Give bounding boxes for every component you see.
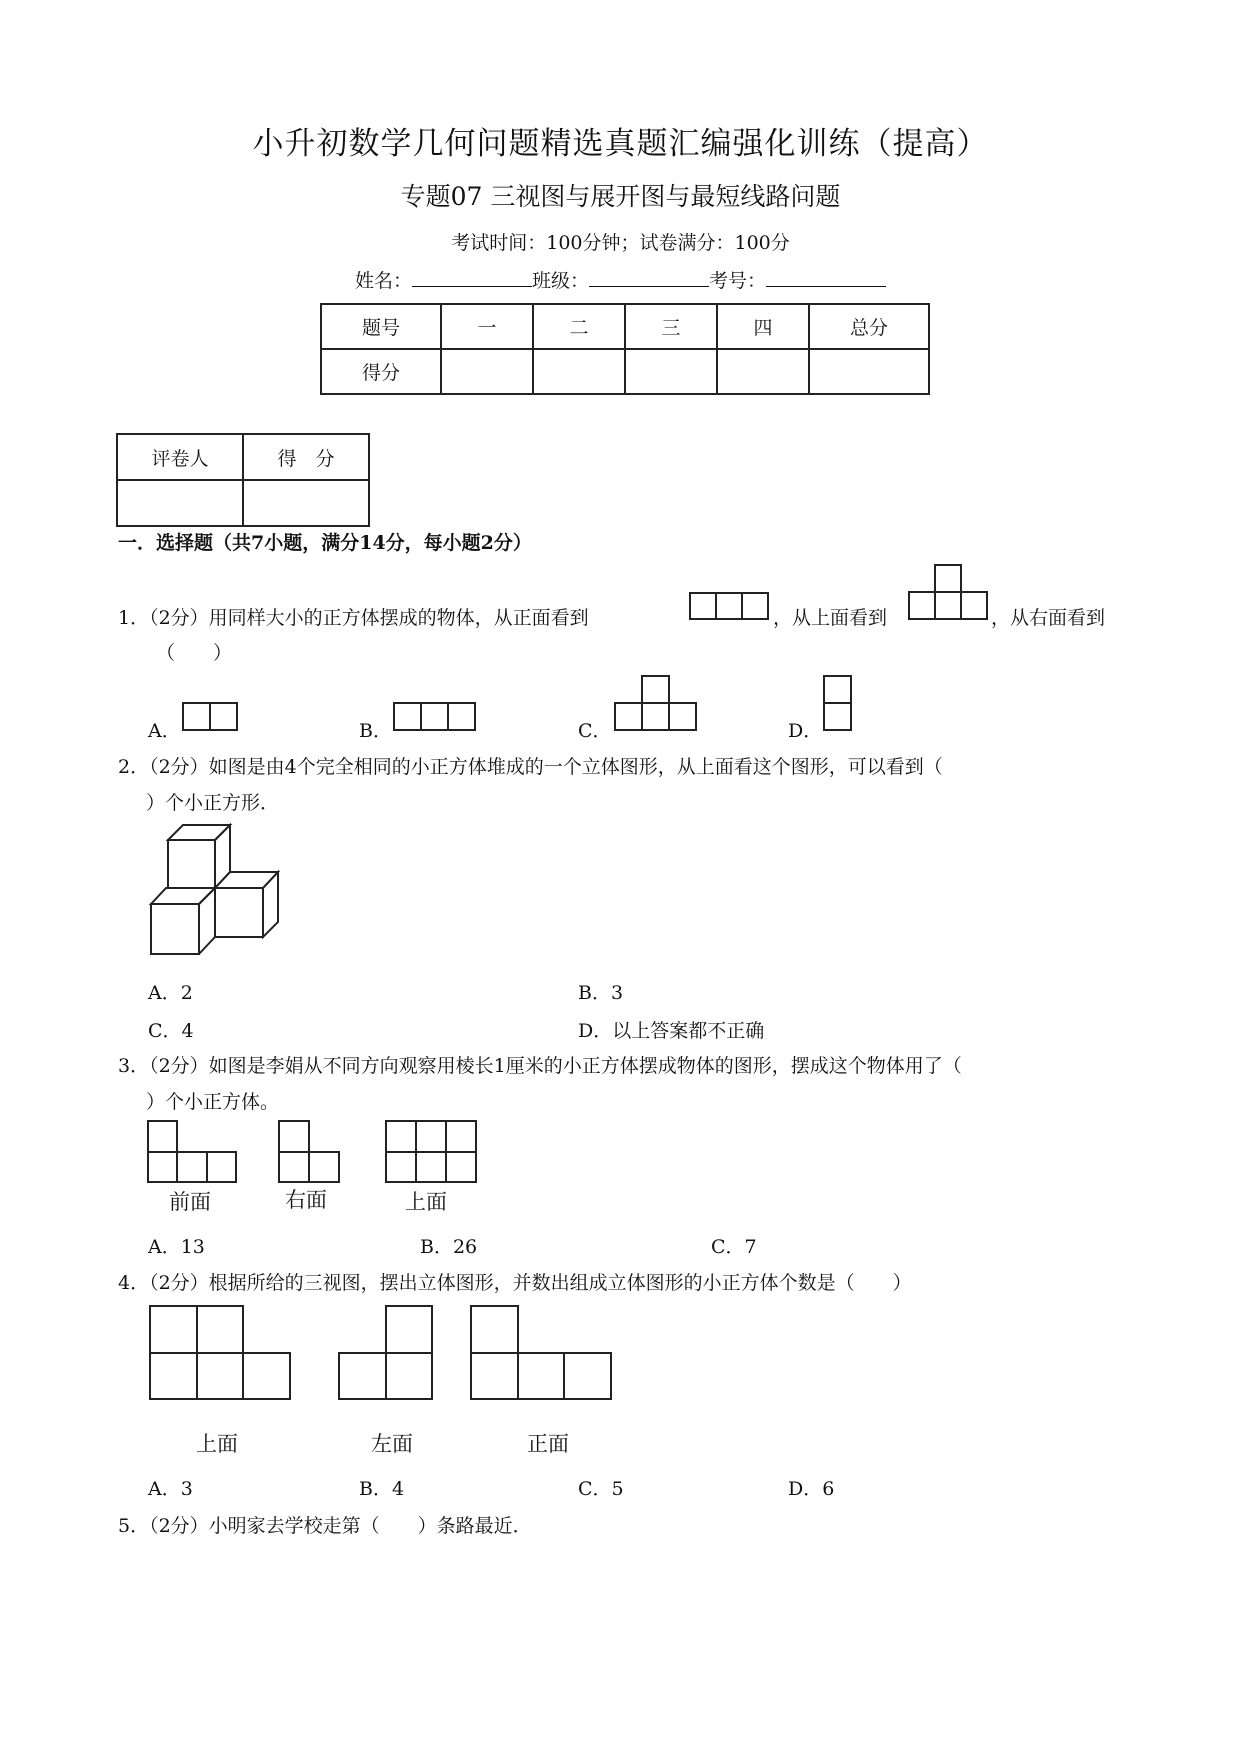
q1-text-part2: ，从上面看到 xyxy=(773,607,888,629)
q4-left-label: 左面 xyxy=(371,1432,413,1456)
q3-option-a[interactable]: A．13 xyxy=(148,1236,205,1258)
name-blank[interactable] xyxy=(412,266,532,287)
q2-text-line1: 2．（2分）如图是由4个完全相同的小正方体堆成的一个立体图形，从上面看这个图形，可以看到（ xyxy=(118,756,943,778)
q3-text-line2: ）个小正方体。 xyxy=(146,1091,280,1113)
q3-option-c[interactable]: C．7 xyxy=(711,1236,757,1258)
q1-option-c-label[interactable]: C． xyxy=(578,720,612,742)
q1-text-line2: （ ） xyxy=(156,642,233,664)
q1-front-view-figure xyxy=(689,592,771,620)
document-subtitle: 专题07 三视图与展开图与最短线路问题 xyxy=(400,182,841,211)
score-cell[interactable] xyxy=(533,349,625,394)
q3-top-label: 上面 xyxy=(405,1190,447,1214)
q2-option-d[interactable]: D．以上答案都不正确 xyxy=(578,1020,765,1042)
q5-text-line1: 5．（2分）小明家去学校走第（ ）条路最近． xyxy=(118,1515,532,1537)
q4-option-a[interactable]: A．3 xyxy=(148,1478,193,1500)
score-cell[interactable] xyxy=(625,349,717,394)
q1-top-view-figure xyxy=(908,564,990,620)
q4-option-d[interactable]: D．6 xyxy=(788,1478,835,1500)
q4-option-b[interactable]: B．4 xyxy=(359,1478,405,1500)
q1-option-d-figure xyxy=(823,675,853,732)
q2-text-line2: ）个小正方形． xyxy=(146,792,280,814)
q2-option-b[interactable]: B．3 xyxy=(578,982,624,1004)
grader-score-label: 得 分 xyxy=(243,434,369,480)
score-table-header-row xyxy=(321,304,929,349)
exam-info: 考试时间：100分钟；试卷满分：100分 xyxy=(451,232,790,254)
q1-text-part3: ，从右面看到 xyxy=(991,607,1106,629)
grader-value-row xyxy=(117,480,369,526)
class-label: 班级： xyxy=(531,270,589,292)
score-cell[interactable] xyxy=(717,349,809,394)
score-table-score-row xyxy=(321,349,929,394)
student-info-row xyxy=(0,266,1241,293)
grader-table xyxy=(116,433,370,527)
q3-option-b[interactable]: B．26 xyxy=(420,1236,478,1258)
score-header-cell: 一 xyxy=(441,304,533,349)
q3-right-label: 右面 xyxy=(285,1188,327,1212)
score-header-cell: 总分 xyxy=(809,304,929,349)
q4-left-view-figure xyxy=(338,1305,436,1401)
q2-option-a[interactable]: A．2 xyxy=(148,982,193,1004)
q4-text-line1: 4．（2分）根据所给的三视图，摆出立体图形，并数出组成立体图形的小正方体个数是（ ） xyxy=(118,1272,912,1294)
q1-option-d-label[interactable]: D． xyxy=(788,720,823,742)
grader-cell[interactable] xyxy=(117,480,243,526)
score-header-cell: 三 xyxy=(625,304,717,349)
score-cell[interactable] xyxy=(441,349,533,394)
name-label: 姓名： xyxy=(354,270,412,292)
q1-text-part1: 1．（2分）用同样大小的正方体摆成的物体，从正面看到 xyxy=(118,607,589,629)
q3-front-label: 前面 xyxy=(169,1190,211,1214)
q2-cube-stack-figure xyxy=(148,822,284,958)
score-header-cell: 题号 xyxy=(321,304,441,349)
q4-front-label: 正面 xyxy=(527,1432,569,1456)
q1-option-b-label[interactable]: B． xyxy=(359,720,392,742)
q1-option-a-figure xyxy=(182,702,240,731)
score-header-cell: 四 xyxy=(717,304,809,349)
score-table xyxy=(320,303,930,395)
class-blank[interactable] xyxy=(589,266,709,287)
q4-option-c[interactable]: C．5 xyxy=(578,1478,624,1500)
q4-top-view-figure xyxy=(149,1305,293,1401)
q2-option-c[interactable]: C．4 xyxy=(148,1020,194,1042)
score-row-label: 得分 xyxy=(321,349,441,394)
document-title: 小升初数学几何问题精选真题汇编强化训练（提高） xyxy=(252,126,989,162)
q4-top-label: 上面 xyxy=(196,1432,238,1456)
id-label: 考号： xyxy=(709,270,767,292)
q1-option-a-label[interactable]: A． xyxy=(148,720,181,742)
grader-header-row xyxy=(117,434,369,480)
q1-option-c-figure xyxy=(614,675,698,732)
q1-option-b-figure xyxy=(393,702,477,731)
q3-front-view-figure xyxy=(147,1120,239,1184)
q3-top-view-figure xyxy=(385,1120,478,1184)
section-heading: 一．选择题（共7小题，满分14分，每小题2分） xyxy=(118,532,532,554)
grader-score-cell[interactable] xyxy=(243,480,369,526)
id-blank[interactable] xyxy=(766,266,886,287)
grader-label: 评卷人 xyxy=(117,434,243,480)
q3-right-view-figure xyxy=(278,1120,342,1184)
q4-front-view-figure xyxy=(470,1305,614,1401)
score-header-cell: 二 xyxy=(533,304,625,349)
q3-text-line1: 3．（2分）如图是李娟从不同方向观察用棱长1厘米的小正方体摆成物体的图形，摆成这个物体用了（ xyxy=(118,1055,962,1077)
score-cell[interactable] xyxy=(809,349,929,394)
